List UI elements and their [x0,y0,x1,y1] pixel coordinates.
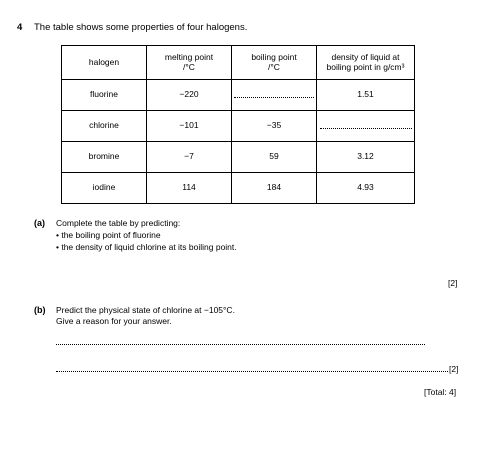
part-a-instruction: Complete the table by predicting: [56,218,181,228]
halogen-properties-table [61,45,415,204]
answer-line[interactable] [56,344,425,345]
header-boiling-point: boiling point /°C [232,46,317,80]
part-a-bullet-1: • the boiling point of fluorine [56,230,161,240]
cell-halogen: fluorine [62,80,147,111]
cell-halogen: chlorine [62,111,147,142]
cell-boiling: 59 [232,142,317,173]
cell-boiling-answer[interactable] [232,80,317,111]
table-row [62,173,415,204]
part-a-bullet-2: • the density of liquid chlorine at its boiling point. [56,242,237,252]
cell-melting: −7 [147,142,232,173]
total-marks: [Total: 4] [424,387,457,397]
cell-density: 4.93 [317,173,415,204]
cell-melting: 114 [147,173,232,204]
table-header-row [62,46,415,80]
cell-density: 1.51 [317,80,415,111]
header-halogen: halogen [62,46,147,80]
part-a-marks: [2] [448,278,458,288]
question-number: 4 [17,22,23,33]
table-row [62,111,415,142]
header-melting-point: melting point /°C [147,46,232,80]
header-density: density of liquid at boiling point in g/cm³ [317,46,415,80]
answer-line[interactable] [320,127,412,129]
cell-boiling: −35 [232,111,317,142]
cell-melting: −101 [147,111,232,142]
part-b-label: (b) [34,305,46,315]
table-row [62,80,415,111]
cell-boiling: 184 [232,173,317,204]
part-b-reason-prompt: Give a reason for your answer. [56,316,172,326]
answer-line[interactable] [56,371,448,372]
part-a-label: (a) [34,218,45,228]
cell-halogen: bromine [62,142,147,173]
cell-density: 3.12 [317,142,415,173]
question-intro: The table shows some properties of four halogens. [34,22,248,33]
table-row [62,142,415,173]
cell-halogen: iodine [62,173,147,204]
cell-melting: −220 [147,80,232,111]
part-b-question: Predict the physical state of chlorine at −105°C. [56,305,235,315]
answer-line[interactable] [234,96,314,98]
part-b-marks: [2] [449,364,459,374]
cell-density-answer[interactable] [317,111,415,142]
